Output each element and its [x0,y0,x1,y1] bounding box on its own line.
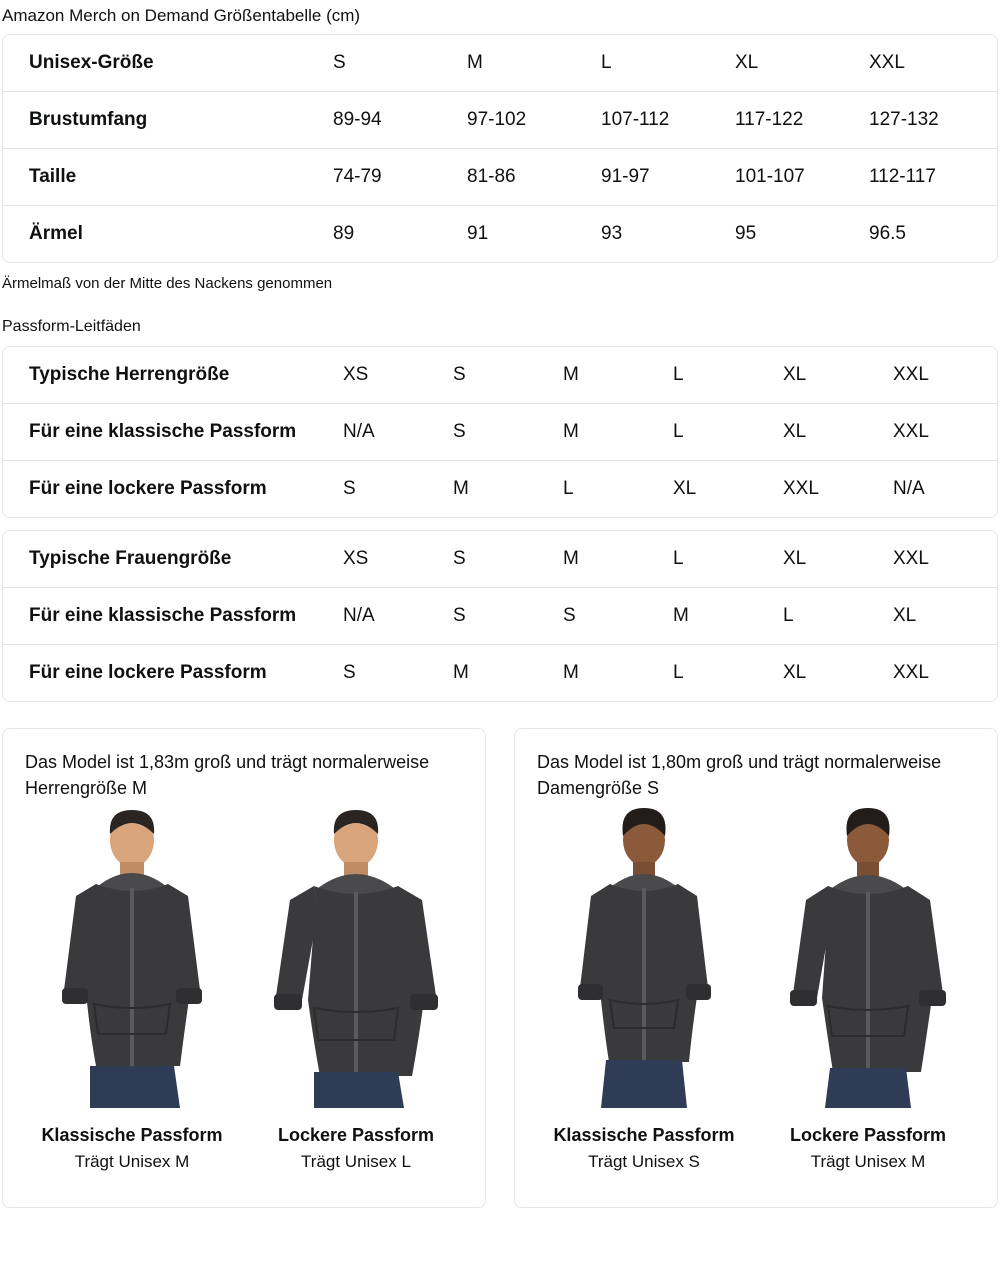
model-caption: Das Model ist 1,83m groß und trägt normalerweise Herrengröße M [25,752,430,799]
cell: S [453,347,563,404]
figure-relaxed-fit-female [761,808,975,1108]
female-model-classic-illustration [544,808,744,1108]
cell: M [563,347,673,404]
cell: XXL [893,404,998,461]
unisex-size-table-card [2,34,998,263]
cell: S [453,588,563,645]
female-model-relaxed-illustration [768,808,968,1108]
cell: L [673,662,684,684]
male-model-relaxed-illustration [256,808,456,1108]
cell: 96.5 [869,223,906,245]
male-figures [25,808,463,1108]
cell: XXL [869,35,998,92]
cell: N/A [893,478,925,500]
unisex-size-table [3,35,998,262]
cell: 101-107 [735,149,869,206]
cell: M [563,662,579,684]
cell: M [453,662,469,684]
table-row [3,645,998,702]
cell: XL [783,347,893,404]
cell: 107-112 [601,92,735,149]
row-label: Typische Herrengröße [3,347,343,404]
female-fit-labels [537,1122,975,1175]
cell: S [453,404,563,461]
cell: L [563,478,574,500]
cell: L [783,588,893,645]
cell: M [563,531,673,588]
table-row [3,347,998,404]
cell: XL [673,478,697,500]
table-row [3,588,998,645]
cell: XXL [893,347,998,404]
fit-guides-heading: Passform-Leitfäden [2,318,141,336]
cell: 81-86 [467,149,601,206]
table-spacer [0,518,1000,530]
cell: 127-132 [869,92,998,149]
row-label: Für eine klassische Passform [3,404,343,461]
cell: XL [783,531,893,588]
cell: XL [893,588,998,645]
table-row [3,206,998,263]
womens-fit-table [3,531,998,701]
figure-classic-fit-male [25,808,239,1108]
table-row [3,531,998,588]
sleeve-measurement-note: Ärmelmaß von der Mitte des Nackens genommen [2,275,333,293]
cell: L [673,347,783,404]
cell: 112-117 [869,149,998,206]
row-label: Typische Frauengröße [3,531,343,588]
cell: N/A [343,404,453,461]
cell: M [453,478,469,500]
female-model-card [514,728,998,1208]
cell: S [343,662,356,684]
figure-relaxed-fit-male [249,808,463,1108]
fit-sub: Trägt Unisex M [74,1151,190,1171]
fit-sub: Trägt Unisex M [810,1151,926,1171]
fit-block-classic-female [537,1122,751,1175]
cell: 89-94 [333,92,467,149]
fit-block-relaxed-female [761,1122,975,1175]
cell: 97-102 [467,92,601,149]
row-label: Für eine klassische Passform [3,588,343,645]
cell: 74-79 [333,149,467,206]
fit-name: Lockere Passform [789,1124,947,1145]
cell: XXL [783,478,819,500]
cell: 91 [467,223,489,245]
table-row [3,404,998,461]
cell: L [601,35,735,92]
table-row [3,92,998,149]
cell: XXL [893,662,929,684]
cell: XS [343,531,453,588]
page-title: Amazon Merch on Demand Größentabelle (cm) [2,6,361,25]
cell: L [673,404,783,461]
figure-classic-fit-female [537,808,751,1108]
row-label: Unisex-Größe [3,35,333,92]
row-label: Für eine lockere Passform [29,478,267,500]
fit-block-relaxed-male [249,1122,463,1175]
mens-fit-table [3,347,998,517]
model-caption: Das Model ist 1,80m groß und trägt normalerweise Damengröße S [537,752,942,799]
table-row [3,461,998,518]
fit-block-classic-male [25,1122,239,1175]
row-label: Taille [3,149,333,206]
cell: XL [735,35,869,92]
mens-fit-table-card [2,346,998,518]
cell: XXL [893,531,998,588]
fit-name: Lockere Passform [277,1124,435,1145]
cell: XL [783,662,807,684]
cell: XS [343,347,453,404]
cell: S [343,478,356,500]
cell: S [453,531,563,588]
cell: M [467,35,601,92]
fit-sub: Trägt Unisex S [588,1151,700,1171]
cell: 95 [735,223,757,245]
cell: S [563,588,673,645]
row-label: Ärmel [29,223,83,245]
row-label: Für eine lockere Passform [29,662,267,684]
cell: 91-97 [601,149,735,206]
fit-name: Klassische Passform [553,1124,735,1145]
fit-name: Klassische Passform [41,1124,223,1145]
male-model-classic-illustration [32,808,232,1108]
cell: M [563,404,673,461]
cell: XL [783,404,893,461]
cell: S [333,35,467,92]
table-row [3,149,998,206]
row-label: Brustumfang [3,92,333,149]
male-model-card [2,728,486,1208]
cell: 93 [601,223,623,245]
cell: 117-122 [735,92,869,149]
womens-fit-table-card [2,530,998,702]
fit-sub: Trägt Unisex L [301,1151,411,1171]
cell: L [673,531,783,588]
male-fit-labels [25,1122,463,1175]
cell: M [673,588,783,645]
model-cards [2,728,998,1208]
cell: N/A [343,588,453,645]
female-figures [537,808,975,1108]
cell: 89 [333,223,355,245]
table-row [3,35,998,92]
